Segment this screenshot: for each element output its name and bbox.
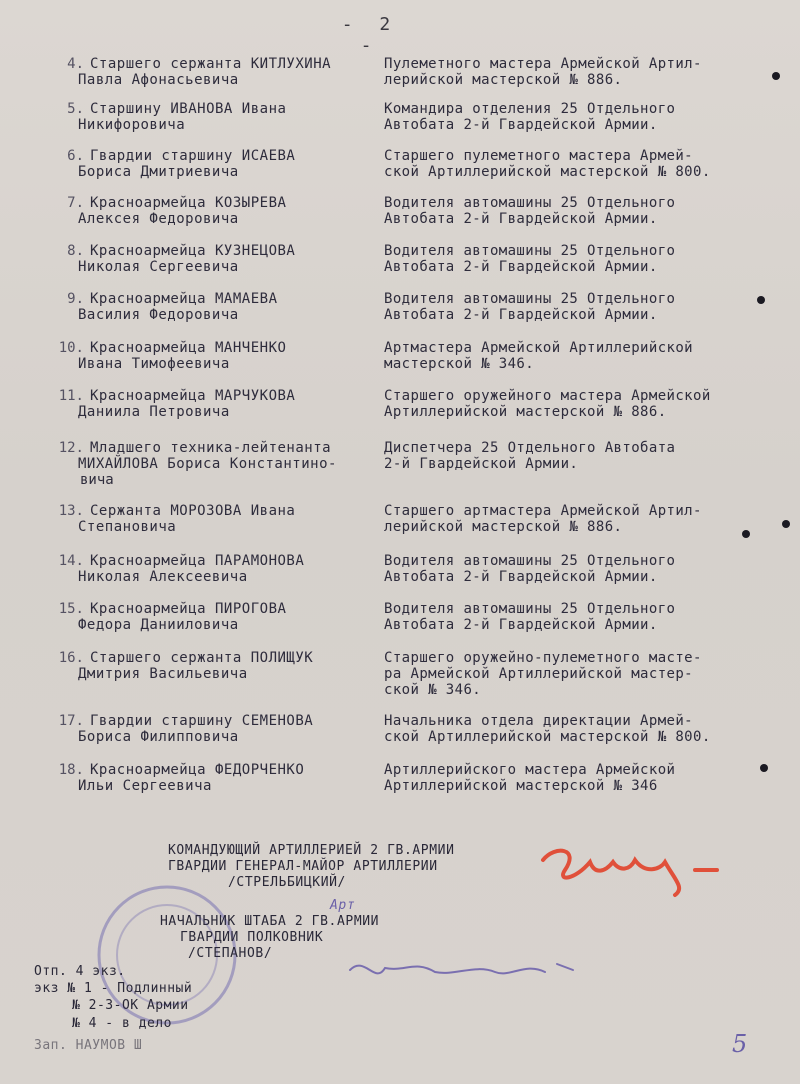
entry-rank-surname: Красноармейца ПИРОГОВА [90,601,287,617]
award-entry [0,243,800,291]
punch-dot [757,296,765,304]
commander-rank-line: ГВАРДИИ ГЕНЕРАЛ-МАЙОР АРТИЛЛЕРИИ [168,859,438,874]
entry-position: Старшего оружейно-пулеметного масте- ра Армейской Артиллерийской мастер- ской № 346. [384,650,702,698]
entry-given-names: Николая Алексеевича [78,569,248,585]
entry-number: 7. [67,195,84,211]
entry-given-names: Николая Сергеевича [78,259,239,275]
entry-given-names: Бориса Дмитриевича [78,164,239,180]
award-entry [0,503,800,551]
punch-dot [760,764,768,772]
entry-given-names: Даниила Петровича [78,404,230,420]
entry-number: 12. [58,440,84,456]
entry-name-continuation: вича [80,472,114,488]
entry-position: Диспетчера 25 Отдельного Автобата 2-й Гвардейской Армии. [384,440,676,472]
punch-dot [742,530,750,538]
chief-rank-line: ГВАРДИИ ПОЛКОВНИК [180,930,324,945]
entry-position: Водителя автомашины 25 Отдельного Автобата 2-й Гвардейской Армии. [384,601,676,633]
entry-rank-surname: Сержанта МОРОЗОВА Ивана [90,503,296,519]
entry-rank-surname: Старшего сержанта КИТЛУХИНА [90,56,332,72]
entry-position: Артмастера Армейской Артиллерийской мастерской № 346. [384,340,694,372]
entry-rank-surname: Старшину ИВАНОВА Ивана [90,101,287,117]
entry-position: Водителя автомашины 25 Отдельного Автобата 2-й Гвардейской Армии. [384,195,676,227]
entry-rank-surname: Красноармейца ФЕДОРЧЕНКО [90,762,305,778]
award-entry [0,148,800,196]
entry-given-names: Василия Федоровича [78,307,239,323]
handwritten-page-mark: 5 [732,1030,748,1058]
entry-number: 9. [67,291,84,307]
entry-number: 18. [58,762,84,778]
entry-rank-surname: Красноармейца МАНЧЕНКО [90,340,287,356]
footer-copy4-line: № 4 - в дело [72,1016,172,1031]
award-entry [0,340,800,388]
entry-given-names: Ивана Тимофеевича [78,356,230,372]
punch-dot [772,72,780,80]
award-entry [0,601,800,649]
award-entry [0,56,800,104]
award-entry [0,762,800,810]
entry-number: 14. [58,553,84,569]
entry-rank-surname: Красноармейца ПАРАМОНОВА [90,553,305,569]
entry-given-names: Никифоровича [78,117,186,133]
entry-given-names: Алексея Федоровича [78,211,239,227]
entry-number: 6. [67,148,84,164]
entry-given-names: Бориса Филипповича [78,729,239,745]
award-entry [0,440,800,488]
chief-name: /СТЕПАНОВ/ [188,946,273,961]
footer-copies-line: Отп. 4 экз. [34,964,126,979]
entry-number: 13. [58,503,84,519]
entry-number: 16. [58,650,84,666]
chief-signature-icon [345,950,585,990]
entry-rank-surname: Старшего сержанта ПОЛИЩУК [90,650,314,666]
award-entry [0,388,800,436]
entry-position: Артиллерийского мастера Армейской Артиллерийской мастерской № 346 [384,762,676,794]
entry-number: 5. [67,101,84,117]
entry-number: 17. [58,713,84,729]
award-entry [0,101,800,149]
award-entry [0,553,800,601]
entry-number: 11. [58,388,84,404]
entry-position: Командира отделения 25 Отдельного Автобата 2-й Гвардейской Армии. [384,101,676,133]
entry-given-names: Ильи Сергеевича [78,778,212,794]
entry-position: Водителя автомашины 25 Отдельного Автобата 2-й Гвардейской Армии. [384,291,676,323]
page-number-value: 2 [379,14,399,35]
entry-number: 4. [67,56,84,72]
award-entry [0,713,800,761]
entry-position: Старшего артмастера Армейской Артил- лерийской мастерской № 886. [384,503,702,535]
award-entry [0,291,800,339]
entry-given-names: Степановича [78,519,177,535]
entry-rank-surname: Гвардии старшину СЕМЕНОВА [90,713,314,729]
chief-note: Арт [330,898,356,913]
footer-copy1-line: экз № 1 - Подлинный [34,981,193,996]
commander-name: /СТРЕЛЬБИЦКИЙ/ [228,875,346,890]
entry-position: Старшего пулеметного мастера Армей- ской Артиллерийской мастерской № 800. [384,148,711,180]
entry-rank-surname: Гвардии старшину ИСАЕВА [90,148,296,164]
entry-position: Водителя автомашины 25 Отдельного Автобата 2-й Гвардейской Армии. [384,553,676,585]
entry-position: Начальника отдела директации Армей- ской Артиллерийской мастерской № 800. [384,713,711,745]
footer-copy2-line: № 2-3-ОК Армии [72,998,189,1013]
entry-given-names: Павла Афонасьевича [78,72,239,88]
commander-title-line: КОМАНДУЮЩИЙ АРТИЛЛЕРИЕЙ 2 ГВ.АРМИИ [168,843,455,858]
entry-rank-surname: Красноармейца КУЗНЕЦОВА [90,243,296,259]
entry-given-names: МИХАЙЛОВА Бориса Константино- [78,456,337,472]
award-entry [0,650,800,698]
commander-signature-icon [535,840,725,900]
entry-rank-surname: Младшего техника-лейтенанта [90,440,332,456]
entry-given-names: Федора Данииловича [78,617,239,633]
entry-number: 8. [67,243,84,259]
award-entry [0,195,800,243]
entry-number: 10. [58,340,84,356]
entry-position: Водителя автомашины 25 Отдельного Автобата 2-й Гвардейской Армии. [384,243,676,275]
page-number: - 2 - [341,14,399,56]
entry-given-names: Дмитрия Васильевича [78,666,248,682]
entry-rank-surname: Красноармейца МАРЧУКОВА [90,388,296,404]
footer-typist-line: Зап. НАУМОВ Ш [34,1038,143,1053]
punch-dot [782,520,790,528]
entry-position: Пулеметного мастера Армейской Артил- лерийской мастерской № 886. [384,56,702,88]
entry-position: Старшего оружейного мастера Армейской Артиллерийской мастерской № 886. [384,388,711,420]
entry-rank-surname: Красноармейца КОЗЫРЕВА [90,195,287,211]
chief-title-line: НАЧАЛЬНИК ШТАБА 2 ГВ.АРМИИ [160,914,380,929]
entry-rank-surname: Красноармейца МАМАЕВА [90,291,278,307]
entry-number: 15. [58,601,84,617]
